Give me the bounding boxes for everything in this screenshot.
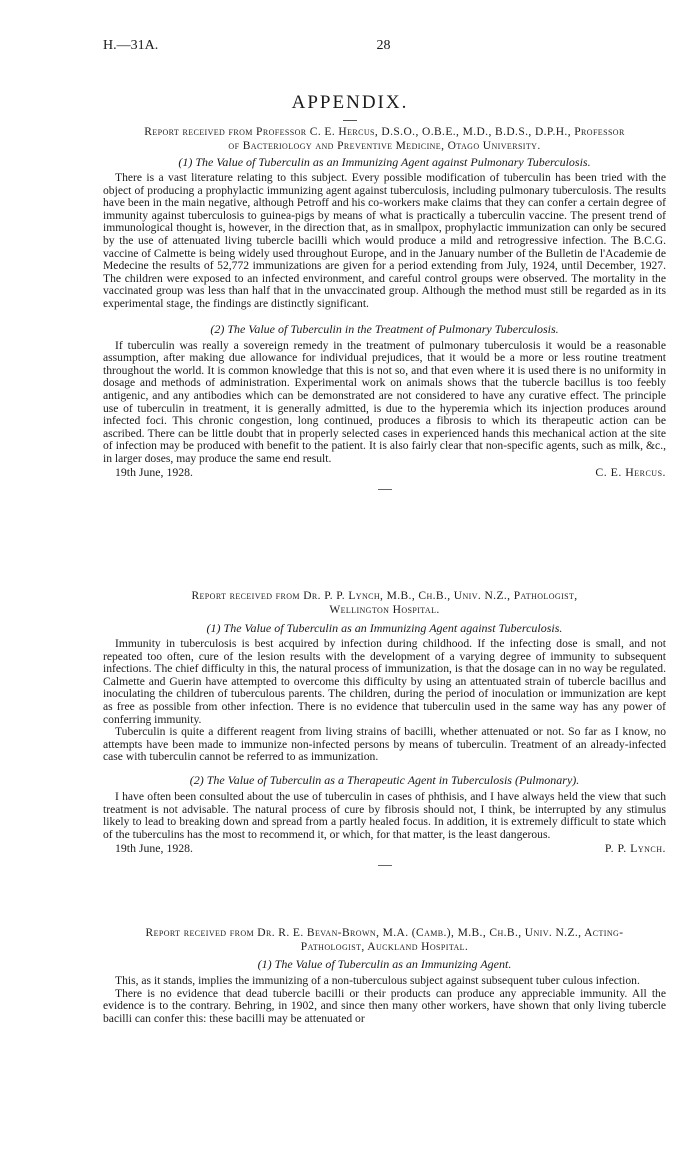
paragraph: There is no evidence that dead tubercle bacilli or their products can produce any appreciable immunity. All the evidence is to the contrary. Behring, in 1902, and since then many other workers, have shown that only living tubercle bacilli can confer this: these bacilli may be attenuated or: [103, 986, 666, 1025]
paragraph: If tuberculin was really a sovereign remedy in the treatment of pulmonary tuberculosis it would be a reasonable assumption, after making due allowance for individual prejudices, that it would be a more or less routine treatment throughout the world. It is common knowledge that this is not so, and that even where it is used there is no uniformity in dosage and methods of administration. Experimental work on animals shows that the tubercle bacillus is too feebly antigenic, and any antibodies which can be demonstrated are not considered to have any curative effect. The principle use of tuberculin in treatment, it is generally admitted, is due to the hyperemia which its injection produces around infected foci. This chronic congestion, long continued, produces a fibrosis to which its therapeutic action can be ascribed. There can be little doubt that in properly selected cases in experienced hands this mechanical action at the site of infection may be produced with benefit to the patient. It is also fairly clear that non-specific agents, such as milk, &c., in larger doses, may produce the same end result.: [103, 338, 666, 465]
subsection-title: (1) The Value of Tuberculin as an Immunizing Agent against Tuberculosis.: [206, 621, 563, 635]
page-number: 28: [376, 38, 391, 53]
report-date: 19th June, 1928.: [115, 841, 193, 856]
report-heading-cont: Wellington Hospital.: [329, 604, 440, 616]
report-lynch: [103, 589, 666, 866]
subsection-title: (1) The Value of Tuberculin as an Immunizing Agent.: [257, 957, 512, 971]
subsection-title: (2) The Value of Tuberculin in the Treatment of Pulmonary Tuberculosis.: [210, 321, 559, 336]
subsection-title: (1) The Value of Tuberculin as an Immunizing Agent against Pulmonary Tuberculosis.: [178, 155, 591, 169]
paragraph: Immunity in tuberculosis is best acquired by infection during childhood. If the infecting dose is small, and not repeated too often, cure of the lesion results with the development of a varying degree of immunity to subsequent infections. The chief difficulty in this, the natural process of immunization, is that the dosage can in no way be regulated. Calmette and Guerin have attempted to overcome this difficulty by using an attentuated strain of tubercle bacillus and inoculating the children of tuberculous parents. The children, during the period of inoculation or immunization are kept as free as possible from other infection. There is no evidence that tuberculin used in the same way has any power of conferring immunity.: [103, 637, 666, 726]
paragraph: I have often been consulted about the use of tuberculin in cases of phthisis, and I have always held the view that such treatment is not advisable. The natural process of cure by fibrosis should not, I think, be interrupted by any stimulus likely to lead to breaking down and spread from a partly healed focus. In addition, it is extremely difficult to state which of the tuberculins has the most to recommend it, or which, for that matter, is the least dangerous.: [103, 789, 666, 841]
page-header: [103, 38, 664, 58]
paragraph: This, as it stands, implies the immunizing of a non-tuberculous subject against subsequent tuber culous infection.: [115, 974, 640, 987]
document-reference: H.—31A.: [103, 38, 159, 53]
paragraph: There is a vast literature relating to this subject. Every possible modification of tuberculin has been tried with the object of producing a prophylactic immunizing agent against tuberculosis, including pulmonary tuberculosis. The results have been in the main negative, although Petroff and his co-workers make claims that they can confer a certain degree of immunity against tuberculosis to guinea-pigs by means of what is practically a tuberculin vaccine. The present trend of immunological thought is, however, in the direction that, as in smallpox, prophylactic immunization can only be secured by the use of attenuated living tubercle bacilli which would produce a mild and retrogressive infection. The B.C.G. vaccine of Calmette is being widely used throughout Europe, and in the January number of the Bulletin de l'Academie de Medecine the results of 52,772 immunizations are given for a period extending from July, 1924, until December, 1927. The children were exposed to an infected environment, and careful control groups were observed. The mortality in the vaccinated group was less than half that in the unvaccinated group. Although the method must still be regarded as in its experimental stage, the findings are distinctly significant.: [103, 171, 666, 310]
title-rule: [343, 120, 357, 121]
report-hercus: [103, 125, 666, 490]
report-heading-cont: of Bacteriology and Preventive Medicine, Otago University.: [228, 140, 541, 152]
page-title: APPENDIX.: [291, 92, 409, 113]
signature-line: [103, 465, 666, 479]
section-rule: [378, 489, 392, 490]
subsection-title: (2) The Value of Tuberculin as a Therapeutic Agent in Tuberculosis (Pulmonary).: [189, 772, 580, 787]
signature-line: [103, 841, 666, 855]
report-heading: Report received from Dr. P. P. Lynch, M.B., Ch.B., Univ. N.Z., Pathologist,: [191, 590, 578, 602]
report-date: 19th June, 1928.: [115, 465, 193, 480]
section-rule: [378, 865, 392, 866]
report-bevan-brown: [103, 926, 666, 1025]
report-heading: Report received from Professor C. E. Hercus, D.S.O., O.B.E., M.D., B.D.S., D.P.H., Professor: [144, 126, 625, 138]
paragraph: Tuberculin is quite a different reagent from living strains of bacilli, whether attenuated or not. So far as I know, no attempts have been made to immunize non-infected persons by means of tuberculin. Treatment of an already-infected case with tuberculin cannot be referred to as immunization.: [103, 725, 666, 764]
report-heading-cont: Pathologist, Auckland Hospital.: [300, 941, 469, 953]
signature: C. E. Hercus.: [595, 465, 666, 480]
signature: P. P. Lynch.: [604, 841, 666, 856]
report-heading: Report received from Dr. R. E. Bevan-Brown, M.A. (Camb.), M.B., Ch.B., Univ. N.Z., Acting-: [145, 927, 624, 939]
